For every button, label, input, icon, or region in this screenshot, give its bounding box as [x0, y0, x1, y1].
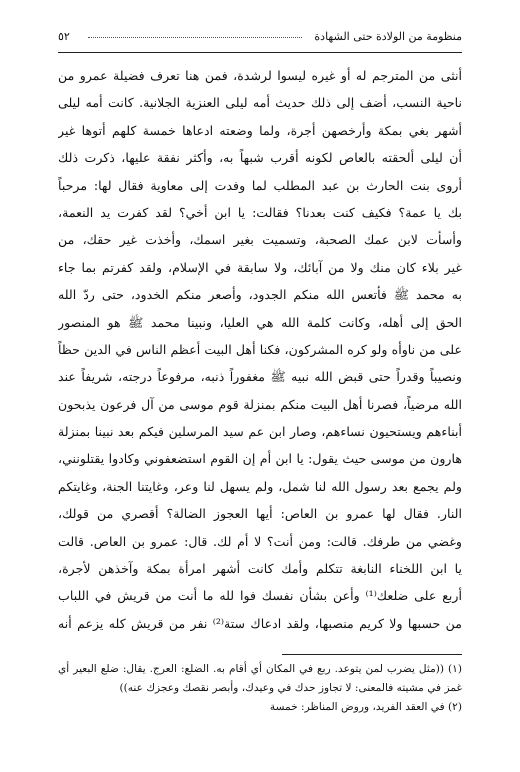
body-line: ولم يجمع بعد رسول الله لنا شمل، ولم يسهل لنا وعر، وغايتنا الجنة، وغايتكم [58, 478, 462, 494]
body-line: بك يا عمة؟ فكيف كنت بعدنا؟ فقالت: يا ابن أخي؟ لقد كفرت يد النعمة، [58, 204, 462, 220]
footnote-line: (٢) في العقد الفريد، وروض المناظر: خمسة [269, 701, 462, 713]
header-rule [58, 52, 462, 53]
body-line: هارون من موسى حيث يقول: يا ابن أم إن القوم استضعفوني وكادوا يقتلونني، [58, 451, 462, 467]
body-line: من حسبها ولا كريم منصبها، ولقد ادعاك ستة⁽²⁾ نفر من قريش كله يزعم أنه [58, 615, 462, 631]
body-line: أشهر بغي بمكة وأرخصهن أجرة، ولما وضعته ادعاها خمسة كلهم أتوها غير [58, 122, 462, 138]
header-dotted-leader [88, 37, 302, 38]
body-text [58, 62, 462, 637]
body-line: أنثى من المترجم له أو غيره ليسوا لرشدة، فمن هنا تعرف فضيلة عمرو من [58, 68, 462, 83]
body-line: أربع على ضلعك⁽¹⁾ وأعن بشأن نفسك فوا لله ما أنت من قريش في اللباب [58, 588, 462, 604]
body-line: ناحية النسب، أضف إلى ذلك حديث أمه ليلى العنزية الجلانية. كانت أمه ليلى [58, 95, 462, 111]
footnote-line: غمز في مشيته فالمعنى: لا تجاوز حدك في وعيدك، وأبصر نقصك وعجزك عنه)) [119, 682, 462, 694]
body-line: على من ناوأه ولو كره المشركون، فكنا أهل البيت أعظم الناس في الدين حظاً [58, 341, 462, 357]
body-line: وأسأت لابن عمك الصحبة، وتسميت بغير اسمك، وأخذت غير حقك، من [58, 232, 462, 248]
header-title: منظومة من الولادة حتى الشهادة [314, 30, 462, 43]
body-line: أروى بنت الحارث بن عبد المطلب لما وفدت إلى معاوية فقال لها: مرحباً [58, 177, 462, 193]
body-line: أبناءهم ويستحيون نساءهم، وصار ابن عم سيد المرسلين فيكم بعد نبينا بمنزلة [58, 424, 462, 440]
running-header [58, 27, 462, 47]
body-line: النار. فقال لها عمرو بن العاص: أيها العجوز الضالة؟ أقصري من قولك، [58, 506, 462, 522]
footnote-line: (١) ((مثل يضرب لمن يتوعد. ربع في المكان أي أقام به. الضلع: العرج. يقال: ضلع البعير أي [58, 663, 462, 675]
page-number: ٥٢ [58, 30, 70, 43]
body-line: الحق إلى أهله، وكانت كلمة الله هي العليا، ونبينا محمد ﷺ هو المنصور [58, 314, 462, 330]
body-line: يا ابن اللخناء النابغة تتكلم وأمك كانت أشهر امرأة بمكة وآخذهن لأجرة، [58, 561, 462, 577]
body-line: غير بلاء كان منك ولا من آبائك، ولا سابقة في الإسلام، ولقد كفرتم بما جاء [58, 259, 462, 275]
body-line: الله مرضياً، فصرنا أهل البيت منكم بمنزلة قوم موسى من آل فرعون يذبحون [58, 396, 462, 412]
body-line: به محمد ﷺ فأتعس الله منكم الجدود، وأصعر منكم الخدود، حتى ردّ الله [58, 287, 462, 303]
body-line: أن ليلى ألحقته بالعاص لكونه أقرب شبهاً به، وأكثر نفقة عليها، ذكرت ذلك [58, 150, 462, 166]
body-line: ونصيباً وقدراً حتى قبض الله نبيه ﷺ مغفوراً ذنبه، مرفوعاً درجته، شريفاً عند [58, 369, 462, 385]
body-line: وغضي من طرفك. قالت: ومن أنت؟ لا أم لك. قال: عمرو بن العاص. قالت [58, 533, 462, 549]
footnote-separator [282, 654, 462, 655]
footnotes [58, 660, 462, 717]
